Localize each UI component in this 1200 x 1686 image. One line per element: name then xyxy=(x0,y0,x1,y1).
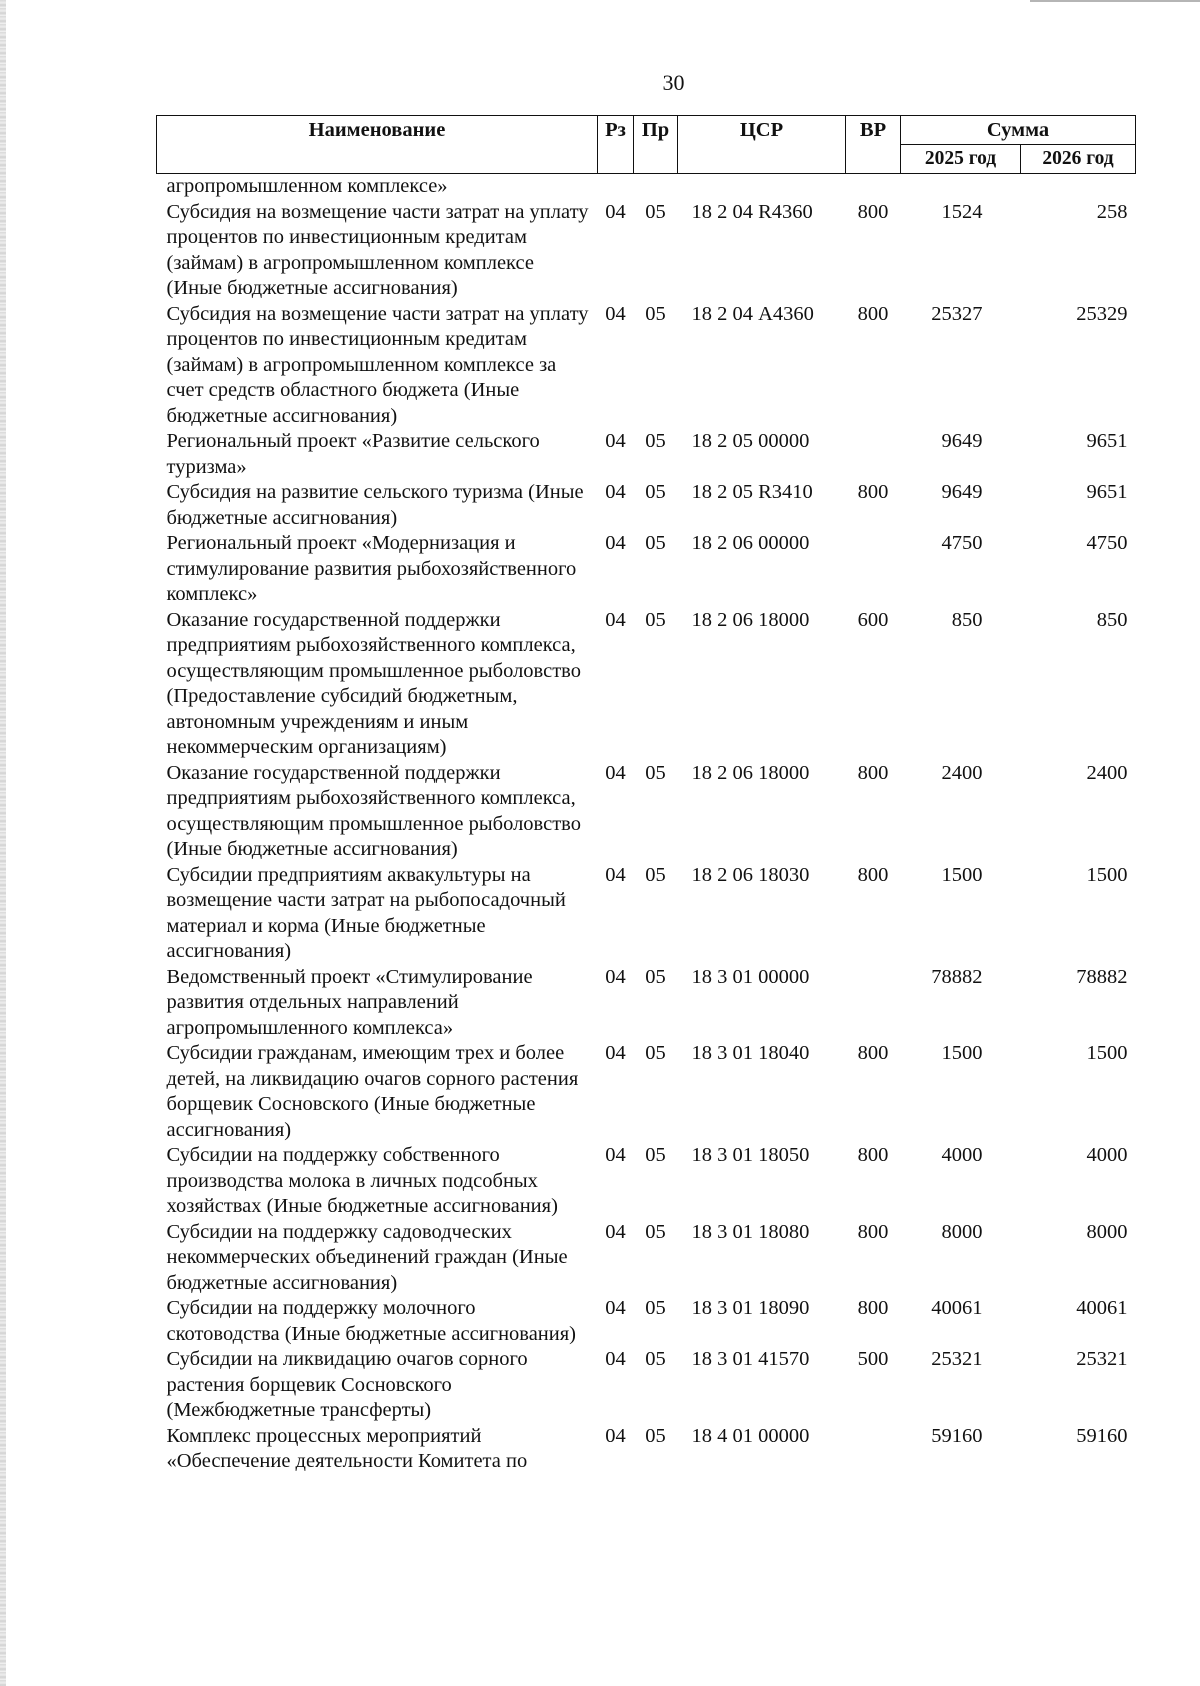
cell-sum-2025: 1500 xyxy=(941,863,983,886)
cell-vr xyxy=(846,965,901,1042)
cell-name: Региональный проект «Модернизация и стимулирование развития рыбохозяйственного комплекс» xyxy=(166,532,577,605)
cell-csr: 18 3 01 18090 xyxy=(691,1297,810,1319)
cell-csr: 18 2 04 А4360 xyxy=(691,302,814,325)
cell-name: Субсидии на поддержку садоводческих некоммерческих объединений граждан (Иные бюджетные ассигнования) xyxy=(166,1220,568,1294)
cell-sum-2026: 2400 xyxy=(1086,761,1128,784)
cell-vr: 800 xyxy=(857,761,889,784)
table-row xyxy=(157,531,1136,608)
cell-pr: 05 xyxy=(645,1144,666,1166)
cell-rz: 04 xyxy=(605,481,626,503)
cell-name: Субсидии на ликвидацию очагов сорного растения борщевик Сосновского (Межбюджетные трансферты) xyxy=(166,1348,528,1421)
cell-csr: 18 2 06 18000 xyxy=(691,761,810,784)
cell-name: Региональный проект «Развитие сельского туризма» xyxy=(166,430,540,478)
table-body xyxy=(157,174,1136,1475)
cell-csr: 18 2 05 R3410 xyxy=(691,481,813,503)
cell-csr: 18 2 06 00000 xyxy=(691,532,810,554)
cell-sum-2026: 4000 xyxy=(1086,1144,1128,1166)
table-row xyxy=(157,863,1136,965)
cell-sum-2026: 59160 xyxy=(1076,1424,1128,1447)
cell-sum-2026: 25321 xyxy=(1076,1348,1128,1370)
cell-vr xyxy=(846,1424,901,1475)
cell-pr: 05 xyxy=(645,1297,666,1319)
cell-name: Субсидии на поддержку собственного производства молока в личных подсобных хозяйствах (Иные бюджетные ассигнования) xyxy=(166,1144,558,1217)
cell-sum-2026: 78882 xyxy=(1076,965,1128,988)
cell-sum-2025: 2400 xyxy=(941,761,983,784)
cell-vr: 800 xyxy=(857,863,889,886)
header-rz: Рз xyxy=(598,116,634,174)
budget-table xyxy=(156,115,1136,1475)
header-year-2026: 2026 год xyxy=(1021,145,1136,174)
cell-sum-2025: 850 xyxy=(951,608,983,631)
cell-name: Субсидии на поддержку молочного скотоводства (Иные бюджетные ассигнования) xyxy=(166,1297,577,1345)
cell-pr: 05 xyxy=(645,863,666,886)
cell-vr: 800 xyxy=(857,481,889,503)
cell-vr: 800 xyxy=(857,1042,889,1064)
cell-rz: 04 xyxy=(605,1144,626,1166)
cell-sum-2026: 9651 xyxy=(1086,481,1128,503)
table-row xyxy=(157,1143,1136,1220)
cell-sum-2025: 1500 xyxy=(941,1042,983,1064)
cell-rz: 04 xyxy=(605,200,626,223)
table-row xyxy=(157,302,1136,430)
table-row xyxy=(157,429,1136,480)
cell-csr: 18 2 05 00000 xyxy=(691,430,810,452)
table-row xyxy=(157,608,1136,761)
cell-rz: 04 xyxy=(605,761,626,784)
cell-pr: 05 xyxy=(645,481,666,503)
table-row xyxy=(157,1296,1136,1347)
cell-sum-2026: 9651 xyxy=(1086,430,1128,452)
header-pr: Пр xyxy=(634,116,678,174)
cell-rz: 04 xyxy=(605,1042,626,1064)
cell-vr xyxy=(846,429,901,480)
table-row xyxy=(157,200,1136,302)
cell-vr: 800 xyxy=(857,1297,889,1319)
continued-row xyxy=(157,174,1136,200)
scan-edge-top-right xyxy=(1030,0,1200,2)
cell-vr: 800 xyxy=(857,302,889,325)
cell-pr: 05 xyxy=(645,302,666,325)
table-row xyxy=(157,1220,1136,1297)
cell-pr: 05 xyxy=(645,430,666,452)
table-row xyxy=(157,761,1136,863)
cell-pr: 05 xyxy=(645,532,666,554)
table-row xyxy=(157,1041,1136,1143)
cell-sum-2025: 25321 xyxy=(931,1348,983,1370)
cell-name: Оказание государственной поддержки предприятиям рыбохозяйственного комплекса, осуществляющим промышленное рыболовство (Иные бюджетные ассигнования) xyxy=(166,761,581,860)
table-header xyxy=(157,116,1136,174)
cell-rz: 04 xyxy=(605,1220,626,1243)
table-row xyxy=(157,1424,1136,1475)
cell-csr: 18 3 01 18040 xyxy=(691,1042,810,1064)
cell-rz: 04 xyxy=(605,302,626,325)
cell-name: Субсидия на возмещение части затрат на уплату процентов по инвестиционным кредитам (займам) в агропромышленном комплексе (Иные бюджетные ассигнования) xyxy=(166,200,589,299)
cell-csr: 18 3 01 41570 xyxy=(691,1348,810,1370)
cell-sum-2026: 1500 xyxy=(1086,1042,1128,1064)
cell-rz: 04 xyxy=(605,965,626,988)
cell-pr: 05 xyxy=(645,965,666,988)
cell-sum-2025: 8000 xyxy=(941,1220,983,1243)
cell-sum-2026: 4750 xyxy=(1086,532,1128,554)
cell-csr: 18 4 01 00000 xyxy=(691,1424,810,1447)
cell-sum-2026: 258 xyxy=(1096,200,1128,223)
cell-sum-2025: 78882 xyxy=(931,965,983,988)
cell-sum-2025: 25327 xyxy=(931,302,983,325)
cell-sum-2025: 4750 xyxy=(941,532,983,554)
cell-sum-2026: 1500 xyxy=(1086,863,1128,886)
cell-name: Оказание государственной поддержки предприятиям рыбохозяйственного комплекса, осуществляющим промышленное рыболовство (Предоставление субсидий бюджетным, автономным учреждениям и иным некоммерческим организациям) xyxy=(166,608,581,758)
cell-pr: 05 xyxy=(645,200,666,223)
cell-vr: 800 xyxy=(857,1220,889,1243)
cell-csr: 18 3 01 00000 xyxy=(691,965,810,988)
cell-sum-2026: 40061 xyxy=(1076,1297,1128,1319)
cell-sum-2026: 25329 xyxy=(1076,302,1128,325)
cell-sum-2025: 4000 xyxy=(941,1144,983,1166)
cell-vr: 600 xyxy=(857,608,889,631)
header-sum: Сумма xyxy=(901,116,1136,145)
cell-sum-2026: 8000 xyxy=(1086,1220,1128,1243)
table-row xyxy=(157,1347,1136,1424)
cell-vr xyxy=(846,531,901,608)
cell-sum-2025: 9649 xyxy=(941,481,983,503)
cell-sum-2025: 1524 xyxy=(941,200,983,223)
header-year-2025: 2025 год xyxy=(901,145,1021,174)
page-number: 30 xyxy=(662,70,685,95)
cell-pr: 05 xyxy=(645,1348,666,1370)
scan-edge-left xyxy=(0,0,6,1686)
cell-csr: 18 2 04 R4360 xyxy=(691,200,813,223)
cell-name: Субсидия на возмещение части затрат на уплату процентов по инвестиционным кредитам (займам) в агропромышленном комплексе за счет средств областного бюджета (Иные бюджетные ассигнования) xyxy=(166,302,589,427)
cell-name: Субсидия на развитие сельского туризма (Иные бюджетные ассигнования) xyxy=(166,481,584,529)
cell-sum-2025: 40061 xyxy=(931,1297,983,1319)
continued-text: агропромышленном комплексе» xyxy=(166,175,448,197)
cell-pr: 05 xyxy=(645,608,666,631)
cell-rz: 04 xyxy=(605,532,626,554)
cell-csr: 18 3 01 18080 xyxy=(691,1220,810,1243)
cell-csr: 18 2 06 18000 xyxy=(691,608,810,631)
table-row xyxy=(157,480,1136,531)
cell-pr: 05 xyxy=(645,1424,666,1447)
cell-rz: 04 xyxy=(605,608,626,631)
cell-vr: 500 xyxy=(857,1348,889,1370)
cell-csr: 18 3 01 18050 xyxy=(691,1144,810,1166)
cell-name: Субсидии предприятиям аквакультуры на возмещение части затрат на рыбопосадочный материал и корма (Иные бюджетные ассигнования) xyxy=(166,863,566,962)
cell-sum-2025: 59160 xyxy=(931,1424,983,1447)
cell-name: Ведомственный проект «Стимулирование развития отдельных направлений агропромышленного комплекса» xyxy=(166,965,533,1039)
cell-rz: 04 xyxy=(605,1424,626,1447)
cell-sum-2025: 9649 xyxy=(941,430,983,452)
cell-vr: 800 xyxy=(857,200,889,223)
cell-rz: 04 xyxy=(605,430,626,452)
header-vr: ВР xyxy=(846,116,901,174)
cell-name: Комплекс процессных мероприятий «Обеспечение деятельности Комитета по xyxy=(166,1424,528,1472)
cell-vr: 800 xyxy=(857,1144,889,1166)
table-row xyxy=(157,965,1136,1042)
header-name: Наименование xyxy=(157,116,598,174)
cell-pr: 05 xyxy=(645,761,666,784)
cell-rz: 04 xyxy=(605,863,626,886)
header-csr: ЦСР xyxy=(678,116,846,174)
cell-rz: 04 xyxy=(605,1297,626,1319)
cell-pr: 05 xyxy=(645,1220,666,1243)
cell-rz: 04 xyxy=(605,1348,626,1370)
cell-pr: 05 xyxy=(645,1042,666,1064)
cell-sum-2026: 850 xyxy=(1096,608,1128,631)
cell-csr: 18 2 06 18030 xyxy=(691,863,810,886)
cell-name: Субсидии гражданам, имеющим трех и более детей, на ликвидацию очагов сорного растения борщевик Сосновского (Иные бюджетные ассигнования) xyxy=(166,1042,579,1141)
